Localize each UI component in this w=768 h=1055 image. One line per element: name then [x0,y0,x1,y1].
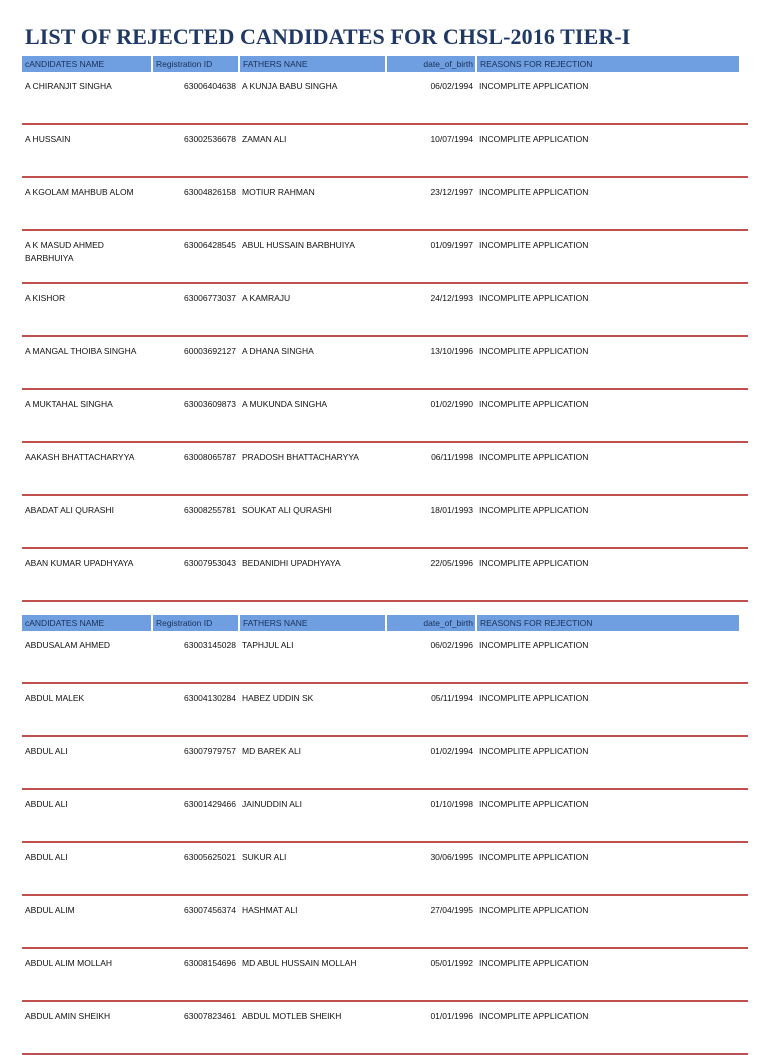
table-header-row [22,615,748,631]
cell-candidate-name: ABDUL MALEK [25,693,85,703]
cell-candidate-name: ABDUL ALI [25,746,68,756]
cell-rejection-reason: INCOMPLITE APPLICATION [479,693,589,703]
cell-registration-id: 60003692127 [183,346,236,356]
cell-date-of-birth: 01/02/1990 [430,399,473,409]
cell-rejection-reason: INCOMPLITE APPLICATION [479,640,589,650]
cell-fathers-name: MOTIUR RAHMAN [242,187,315,197]
cell-date-of-birth: 27/04/1995 [430,905,473,915]
cell-registration-id: 63006773037 [183,293,236,303]
cell-date-of-birth: 06/02/1996 [430,640,473,650]
cell-rejection-reason: INCOMPLITE APPLICATION [479,799,589,809]
cell-candidate-name: A KGOLAM MAHBUB ALOM [25,187,134,197]
table-row [22,231,748,284]
cell-candidate-name: A KISHOR [25,293,66,303]
table-row [22,443,748,496]
cell-candidate-name: ABDUL ALI [25,799,68,809]
table-row [22,790,748,843]
cell-rejection-reason: INCOMPLITE APPLICATION [479,746,589,756]
cell-rejection-reason: INCOMPLITE APPLICATION [479,240,589,250]
cell-date-of-birth: 24/12/1993 [430,293,473,303]
cell-date-of-birth: 05/11/1994 [431,693,473,703]
cell-registration-id: 63007823461 [183,1011,236,1021]
cell-registration-id: 63005625021 [183,852,236,862]
cell-fathers-name: A MUKUNDA SINGHA [242,399,328,409]
cell-fathers-name: ABDUL MOTLEB SHEIKH [242,1011,342,1021]
header-registration-id: Registration ID [153,615,238,631]
cell-rejection-reason: INCOMPLITE APPLICATION [479,505,589,515]
cell-registration-id: 63004826158 [183,187,236,197]
table-row [22,1002,748,1055]
cell-fathers-name: ZAMAN ALI [242,134,287,144]
cell-fathers-name: JAINUDDIN ALI [242,799,302,809]
cell-fathers-name: TAPHJUL ALI [242,640,294,650]
cell-fathers-name: SUKUR ALI [242,852,287,862]
cell-rejection-reason: INCOMPLITE APPLICATION [479,187,589,197]
cell-registration-id: 63006428545 [183,240,236,250]
header-date-of-birth: date_of_birth [387,56,475,72]
cell-registration-id: 63008065787 [183,452,236,462]
cell-fathers-name: HASHMAT ALI [242,905,298,915]
cell-fathers-name: PRADOSH BHATTACHARYYA [242,452,359,462]
table-row [22,737,748,790]
cell-rejection-reason: INCOMPLITE APPLICATION [479,852,589,862]
cell-rejection-reason: INCOMPLITE APPLICATION [479,958,589,968]
cell-rejection-reason: INCOMPLITE APPLICATION [479,399,589,409]
cell-registration-id: 63004130284 [183,693,236,703]
table-row [22,390,748,443]
cell-fathers-name: HABEZ UDDIN SK [242,693,314,703]
cell-date-of-birth: 10/07/1994 [430,134,473,144]
rejected-candidates-table-2 [22,615,748,1055]
cell-registration-id: 63007456374 [183,905,236,915]
cell-date-of-birth: 18/01/1993 [430,505,473,515]
header-fathers-name: FATHERS NANE [240,615,385,631]
cell-rejection-reason: INCOMPLITE APPLICATION [479,905,589,915]
cell-rejection-reason: INCOMPLITE APPLICATION [479,452,589,462]
table-row [22,496,748,549]
cell-candidate-name: AAKASH BHATTACHARYYA [25,452,135,462]
cell-fathers-name: ABUL HUSSAIN BARBHUIYA [242,240,355,250]
table-row [22,337,748,390]
cell-date-of-birth: 05/01/1992 [430,958,473,968]
page-title: LIST OF REJECTED CANDIDATES FOR CHSL-2016 TIER-I [25,24,631,49]
cell-fathers-name: A KUNJA BABU SINGHA [242,81,338,91]
cell-candidate-name: ABAN KUMAR UPADHYAYA [25,558,134,568]
table-body [22,72,748,602]
cell-date-of-birth: 23/12/1997 [430,187,473,197]
header-reasons-for-rejection: REASONS FOR REJECTION [477,56,739,72]
cell-rejection-reason: INCOMPLITE APPLICATION [479,81,589,91]
header-registration-id: Registration ID [153,56,238,72]
table-row [22,178,748,231]
cell-rejection-reason: INCOMPLITE APPLICATION [479,293,589,303]
cell-date-of-birth: 13/10/1996 [430,346,473,356]
cell-date-of-birth: 22/05/1996 [430,558,473,568]
table-row [22,896,748,949]
cell-candidate-name: ABDUL ALI [25,852,68,862]
cell-candidate-name: ABADAT ALI QURASHI [25,505,114,515]
cell-date-of-birth: 01/01/1996 [430,1011,473,1021]
cell-date-of-birth: 01/10/1998 [430,799,473,809]
cell-candidate-name: A K MASUD AHMED BARBHUIYA [25,240,104,263]
header-candidates-name: cANDIDATES NAME [22,615,151,631]
rejected-candidates-table-1 [22,56,748,602]
table-header-row [22,56,748,72]
cell-registration-id: 63007979757 [183,746,236,756]
cell-fathers-name: A KAMRAJU [242,293,291,303]
cell-fathers-name: SOUKAT ALI QURASHI [242,505,332,515]
cell-registration-id: 63003609873 [183,399,236,409]
table-row [22,843,748,896]
cell-registration-id: 63008255781 [183,505,236,515]
cell-registration-id: 63001429466 [183,799,236,809]
cell-date-of-birth: 01/09/1997 [430,240,473,250]
cell-candidate-name: ABDUL ALIM [25,905,75,915]
table-row [22,72,748,125]
cell-fathers-name: A DHANA SINGHA [242,346,314,356]
cell-registration-id: 63006404638 [183,81,236,91]
cell-date-of-birth: 30/06/1995 [430,852,473,862]
cell-fathers-name: MD ABUL HUSSAIN MOLLAH [242,958,357,968]
cell-fathers-name: BEDANIDHI UPADHYAYA [242,558,341,568]
header-date-of-birth: date_of_birth [387,615,475,631]
header-reasons-for-rejection: REASONS FOR REJECTION [477,615,739,631]
table-row [22,549,748,602]
cell-candidate-name: ABDUSALAM AHMED [25,640,111,650]
cell-registration-id: 63003145028 [183,640,236,650]
cell-registration-id: 63008154696 [183,958,236,968]
cell-rejection-reason: INCOMPLITE APPLICATION [479,346,589,356]
cell-rejection-reason: INCOMPLITE APPLICATION [479,134,589,144]
table-row [22,631,748,684]
header-fathers-name: FATHERS NANE [240,56,385,72]
cell-date-of-birth: 06/11/1998 [431,452,473,462]
cell-registration-id: 63002536678 [183,134,236,144]
cell-date-of-birth: 01/02/1994 [430,746,473,756]
table-body [22,631,748,1055]
cell-candidate-name: A CHIRANJIT SINGHA [25,81,112,91]
table-row [22,684,748,737]
cell-fathers-name: MD BAREK ALI [242,746,302,756]
cell-candidate-name: A HUSSAIN [25,134,71,144]
cell-rejection-reason: INCOMPLITE APPLICATION [479,1011,589,1021]
cell-candidate-name: ABDUL AMIN SHEIKH [25,1011,111,1021]
cell-date-of-birth: 06/02/1994 [430,81,473,91]
header-candidates-name: cANDIDATES NAME [22,56,151,72]
cell-candidate-name: ABDUL ALIM MOLLAH [25,958,113,968]
cell-registration-id: 63007953043 [183,558,236,568]
cell-candidate-name: A MUKTAHAL SINGHA [25,399,113,409]
table-row [22,125,748,178]
table-row [22,284,748,337]
cell-rejection-reason: INCOMPLITE APPLICATION [479,558,589,568]
table-row [22,949,748,1002]
cell-candidate-name: A MANGAL THOIBA SINGHA [25,346,137,356]
